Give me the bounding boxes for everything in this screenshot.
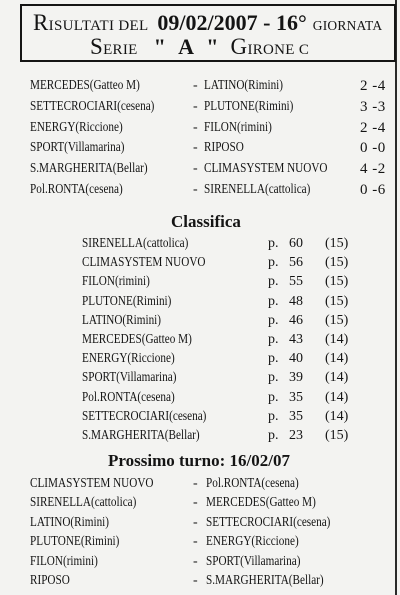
fixture-separator: - xyxy=(193,476,198,491)
result-row xyxy=(0,119,394,137)
points-prefix: p. xyxy=(268,274,279,290)
standings-team: Pol.RONTA(cesena) xyxy=(82,389,175,405)
standings-team: ENERGY(Riccione) xyxy=(82,351,175,367)
header-line-2 xyxy=(90,34,309,60)
away-team: SIRENELLA(cattolica) xyxy=(204,182,311,197)
points-prefix: p. xyxy=(268,389,279,405)
standings-row xyxy=(0,369,394,387)
home-team: S.MARGHERITA(Bellar) xyxy=(30,161,148,177)
title-prefix: RISULTATI DEL xyxy=(33,10,149,35)
fixture-home-team: SIRENELLA(cattolica) xyxy=(30,495,137,511)
standings-row xyxy=(0,389,394,407)
points-prefix: p. xyxy=(268,370,279,386)
points-prefix: p. xyxy=(268,332,279,347)
fixture-row xyxy=(0,514,394,532)
standings-team: MERCEDES(Gatteo M) xyxy=(82,332,192,347)
team-points: 35 xyxy=(289,389,303,405)
fixture-home-team: LATINO(Rimini) xyxy=(30,514,110,530)
header-line-1 xyxy=(33,10,382,36)
match-separator: - xyxy=(193,119,198,135)
away-team: PLUTONE(Rimini) xyxy=(204,98,294,114)
match-score: 4 -2 xyxy=(360,161,386,178)
fixture-separator: - xyxy=(193,573,198,588)
giornata-label: GIORNATA xyxy=(312,18,383,33)
standings-team: FILON(rimini) xyxy=(82,274,150,290)
points-prefix: p. xyxy=(268,351,279,367)
home-team: ENERGY(Riccione) xyxy=(30,119,123,135)
match-separator: - xyxy=(193,140,198,156)
games-played: (15) xyxy=(325,255,349,271)
result-row xyxy=(0,160,394,178)
match-score: 2 -4 xyxy=(360,78,386,94)
points-prefix: p. xyxy=(268,293,279,309)
standings-title: Classifica xyxy=(171,212,241,231)
fixture-row xyxy=(0,572,394,590)
home-team: MERCEDES(Gatteo M) xyxy=(30,78,140,93)
team-points: 60 xyxy=(289,236,303,251)
match-score: 2 -4 xyxy=(360,119,386,136)
home-team: Pol.RONTA(cesena) xyxy=(30,182,123,197)
fixture-row xyxy=(0,553,394,571)
fixture-home-team: FILON(rimini) xyxy=(30,553,98,569)
standings-team: SIRENELLA(cattolica) xyxy=(82,236,189,251)
home-team: SPORT(Villamarina) xyxy=(30,140,125,156)
team-points: 55 xyxy=(289,274,303,290)
away-team: RIPOSO xyxy=(204,140,244,156)
points-prefix: p. xyxy=(268,236,279,251)
standings-row xyxy=(0,350,394,368)
games-played: (15) xyxy=(325,274,349,290)
match-separator: - xyxy=(193,78,198,93)
result-row xyxy=(0,139,394,157)
away-team: LATINO(Rimini) xyxy=(204,78,284,93)
fixture-away-team: MERCEDES(Gatteo M) xyxy=(206,495,316,511)
games-played: (14) xyxy=(325,370,349,386)
match-score: 0 -0 xyxy=(360,140,386,157)
fixture-separator: - xyxy=(193,514,198,530)
fixture-home-team: CLIMASYSTEM NUOVO xyxy=(30,476,154,491)
match-separator: - xyxy=(193,161,198,177)
standings-row xyxy=(0,273,394,291)
away-team: CLIMASYSTEM NUOVO xyxy=(204,161,328,177)
match-date-round: 09/02/2007 - 16° xyxy=(157,10,307,35)
serie-value: " A " xyxy=(153,34,219,59)
standings-team: CLIMASYSTEM NUOVO xyxy=(82,255,206,271)
fixture-away-team: SETTECROCIARI(cesena) xyxy=(206,514,331,530)
points-prefix: p. xyxy=(268,428,279,443)
games-played: (15) xyxy=(325,312,349,328)
result-row xyxy=(0,98,394,116)
fixture-separator: - xyxy=(193,534,198,550)
match-separator: - xyxy=(193,98,198,114)
fixture-separator: - xyxy=(193,495,198,511)
standings-row xyxy=(0,235,394,253)
standings-row xyxy=(0,408,394,426)
team-points: 40 xyxy=(289,351,303,367)
girone-label: GIRONE C xyxy=(230,34,310,59)
games-played: (14) xyxy=(325,351,349,367)
fixture-row xyxy=(0,494,394,512)
standings-row xyxy=(0,331,394,349)
match-separator: - xyxy=(193,182,198,197)
fixture-away-team: SPORT(Villamarina) xyxy=(206,553,301,569)
standings-team: SETTECROCIARI(cesena) xyxy=(82,408,207,424)
fixture-away-team: S.MARGHERITA(Bellar) xyxy=(206,573,324,588)
fixture-away-team: ENERGY(Riccione) xyxy=(206,534,299,550)
match-score: 3 -3 xyxy=(360,98,386,115)
games-played: (14) xyxy=(325,332,349,347)
header-box xyxy=(20,4,396,62)
result-row xyxy=(0,77,394,95)
fixture-row xyxy=(0,533,394,551)
away-team: FILON(rimini) xyxy=(204,119,272,135)
team-points: 43 xyxy=(289,332,303,347)
standings-team: PLUTONE(Rimini) xyxy=(82,293,172,309)
fixture-row xyxy=(0,475,394,493)
fixture-separator: - xyxy=(193,553,198,569)
team-points: 48 xyxy=(289,293,303,309)
standings-row xyxy=(0,427,394,445)
games-played: (15) xyxy=(325,236,349,251)
next-round-title: Prossimo turno: 16/02/07 xyxy=(108,451,290,470)
games-played: (15) xyxy=(325,293,349,309)
fixture-home-team: RIPOSO xyxy=(30,573,70,588)
home-team: SETTECROCIARI(cesena) xyxy=(30,98,155,114)
team-points: 56 xyxy=(289,255,303,271)
standings-row xyxy=(0,293,394,311)
games-played: (14) xyxy=(325,408,349,424)
points-prefix: p. xyxy=(268,408,279,424)
games-played: (14) xyxy=(325,389,349,405)
standings-row xyxy=(0,312,394,330)
result-row xyxy=(0,181,394,199)
clipping-right-border xyxy=(395,0,397,595)
team-points: 39 xyxy=(289,370,303,386)
standings-row xyxy=(0,254,394,272)
standings-team: LATINO(Rimini) xyxy=(82,312,162,328)
standings-team: SPORT(Villamarina) xyxy=(82,370,177,386)
serie-label: SERIE xyxy=(90,34,138,59)
standings-team: S.MARGHERITA(Bellar) xyxy=(82,428,200,443)
fixture-home-team: PLUTONE(Rimini) xyxy=(30,534,120,550)
team-points: 46 xyxy=(289,312,303,328)
team-points: 23 xyxy=(289,428,303,443)
team-points: 35 xyxy=(289,408,303,424)
fixture-away-team: Pol.RONTA(cesena) xyxy=(206,476,299,491)
points-prefix: p. xyxy=(268,255,279,271)
match-score: 0 -6 xyxy=(360,182,386,198)
points-prefix: p. xyxy=(268,312,279,328)
games-played: (15) xyxy=(325,428,349,443)
